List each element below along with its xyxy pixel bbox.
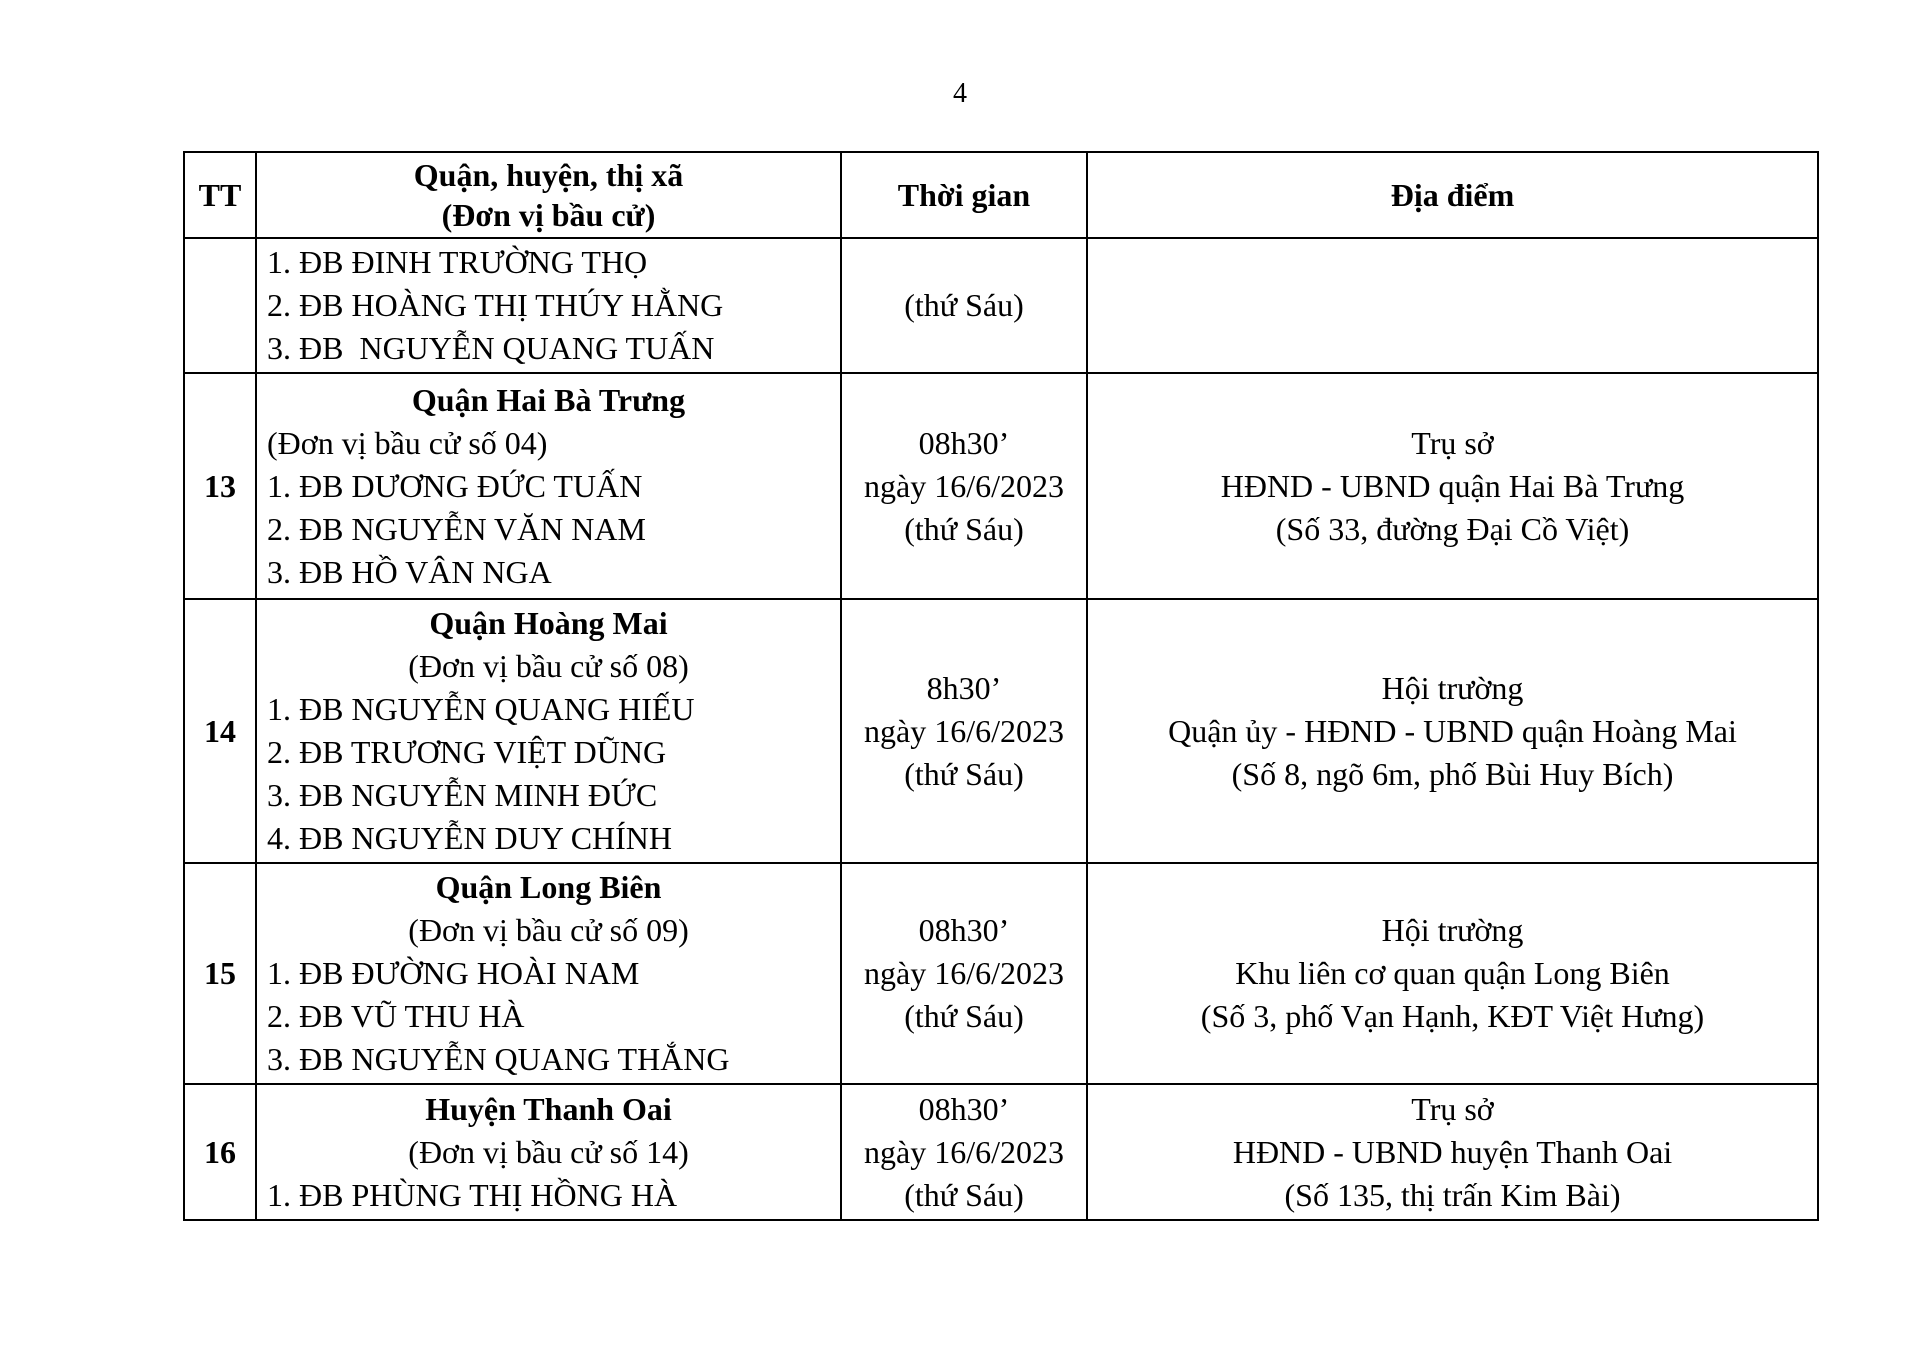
continuation-row [184, 238, 1818, 373]
table-row [184, 599, 1818, 863]
place-venue: Hội trường [1381, 912, 1524, 948]
place-cell [1087, 1084, 1818, 1220]
unit-code: (Đơn vị bầu cử số 14) [408, 1133, 689, 1170]
place-address: (Số 8, ngõ 6m, phố Bùi Huy Bích) [1231, 755, 1674, 792]
place-cell [1087, 863, 1818, 1084]
delegate: 1. ĐB DƯƠNG ĐỨC TUẤN [267, 467, 643, 504]
row-number: 13 [184, 373, 256, 599]
row-number: 16 [184, 1084, 256, 1220]
unit-name: Quận Long Biên [435, 869, 662, 905]
time-weekday: (thứ Sáu) [904, 510, 1024, 547]
continuation-time-cell [841, 238, 1087, 373]
time-date: ngày 16/6/2023 [864, 955, 1064, 991]
table-row [184, 863, 1818, 1084]
time-hour: 08h30’ [918, 1090, 1010, 1127]
unit-name: Huyện Thanh Oai [425, 1090, 672, 1127]
header-unit-line2: (Đơn vị bầu cử) [441, 197, 656, 233]
schedule-table [183, 151, 1819, 1221]
place-address: (Số 3, phố Vạn Hạnh, KĐT Việt Hưng) [1200, 998, 1705, 1034]
delegate: 2. ĐB HOÀNG THỊ THÚY HẰNG [267, 287, 724, 323]
time-hour: 08h30’ [918, 424, 1010, 461]
delegate: 3. ĐB NGUYỄN QUANG THẮNG [267, 1041, 730, 1077]
unit-cell [256, 1084, 841, 1220]
header-unit [256, 152, 841, 238]
place-organization: Quận ủy - HĐND - UBND quận Hoàng Mai [1168, 712, 1737, 749]
place-cell [1087, 373, 1818, 599]
header-place: Địa điểm [1087, 152, 1818, 238]
delegate: 3. ĐB HỒ VÂN NGA [267, 553, 552, 590]
delegate: 1. ĐB PHÙNG THỊ HỒNG HÀ [267, 1176, 678, 1213]
row-number: 14 [184, 599, 256, 863]
place-cell [1087, 599, 1818, 863]
time-cell [841, 373, 1087, 599]
time-date: ngày 16/6/2023 [864, 1133, 1064, 1170]
time-date: ngày 16/6/2023 [864, 467, 1064, 504]
place-venue: Trụ sở [1411, 424, 1494, 461]
page-number: 4 [953, 78, 967, 109]
place-venue: Trụ sở [1411, 1090, 1494, 1127]
delegate: 1. ĐB ĐINH TRƯỜNG THỌ [267, 244, 648, 280]
unit-cell [256, 863, 841, 1084]
unit-code: (Đơn vị bầu cử số 09) [408, 912, 689, 948]
continuation-tt-cell [184, 238, 256, 373]
time-cell [841, 863, 1087, 1084]
unit-code: (Đơn vị bầu cử số 04) [267, 424, 548, 461]
time-cell [841, 1084, 1087, 1220]
time-weekday: (thứ Sáu) [904, 287, 1024, 323]
time-date: ngày 16/6/2023 [864, 712, 1064, 749]
header-row [184, 152, 1818, 238]
delegate: 4. ĐB NGUYỄN DUY CHÍNH [267, 820, 673, 856]
continuation-delegates-cell [256, 238, 841, 373]
time-weekday: (thứ Sáu) [904, 755, 1024, 792]
time-weekday: (thứ Sáu) [904, 1176, 1024, 1213]
table-row [184, 1084, 1818, 1220]
header-unit-line1: Quận, huyện, thị xã [413, 157, 684, 193]
delegate: 2. ĐB TRƯƠNG VIỆT DŨNG [267, 734, 667, 770]
unit-code: (Đơn vị bầu cử số 08) [408, 648, 689, 684]
header-tt: TT [184, 152, 256, 238]
delegate: 2. ĐB NGUYỄN VĂN NAM [267, 510, 646, 547]
time-weekday: (thứ Sáu) [904, 998, 1024, 1034]
delegate: 3. ĐB NGUYỄN QUANG TUẤN [267, 330, 715, 366]
place-address: (Số 33, đường Đại Cồ Việt) [1275, 510, 1630, 547]
place-organization: HĐND - UBND huyện Thanh Oai [1232, 1133, 1673, 1170]
unit-name: Quận Hoàng Mai [429, 605, 668, 641]
time-hour: 8h30’ [926, 669, 1002, 706]
row-number: 15 [184, 863, 256, 1084]
place-organization: HĐND - UBND quận Hai Bà Trưng [1220, 467, 1685, 504]
unit-name: Quận Hai Bà Trưng [411, 381, 686, 418]
unit-cell [256, 373, 841, 599]
continuation-place-cell [1087, 238, 1818, 373]
place-venue: Hội trường [1381, 669, 1524, 706]
delegate: 1. ĐB NGUYỄN QUANG HIẾU [267, 691, 695, 727]
delegate: 2. ĐB VŨ THU HÀ [267, 998, 525, 1034]
table-row [184, 373, 1818, 599]
time-hour: 08h30’ [918, 912, 1010, 948]
unit-cell [256, 599, 841, 863]
delegate: 3. ĐB NGUYỄN MINH ĐỨC [267, 777, 658, 813]
place-address: (Số 135, thị trấn Kim Bài) [1284, 1176, 1621, 1213]
header-time: Thời gian [841, 152, 1087, 238]
time-cell [841, 599, 1087, 863]
delegate: 1. ĐB ĐƯỜNG HOÀI NAM [267, 955, 640, 991]
place-organization: Khu liên cơ quan quận Long Biên [1235, 955, 1670, 991]
